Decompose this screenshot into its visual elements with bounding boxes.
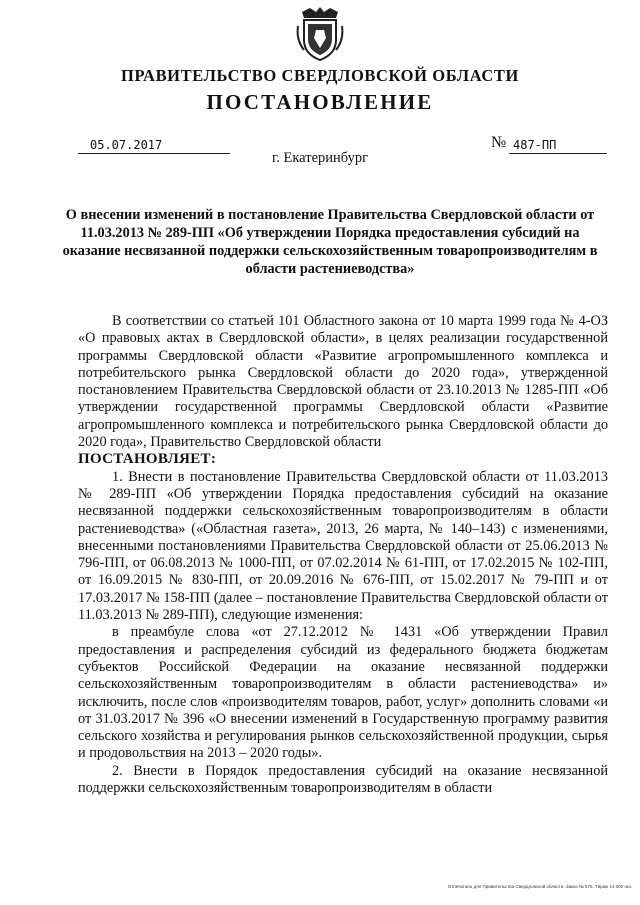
document-number: 487-ПП [509, 138, 607, 154]
intro-paragraph: В соответствии со статьей 101 Областного закона от 10 марта 1999 года № 4-ОЗ «О правовых актах в Свердловской области», в целях реализации государственной программы Свердловской области «Развитие агропромышленного комплекса и потребительского рынка Свердловской области до 2020 года», утвержденной постановлением Правительства Свердловской области от 23.10.2013 № 1285-ПП «Об утверждении государственной программы Свердловской области «Развитие агропромышленного комплекса и потребительского рынка Свердловской области до 2020 года», Правительство Свердловской области [78, 313, 608, 451]
print-note: Отпечатано для Правительства Свердловской области. Заказ № 575. Тираж 14 000 экз. [447, 884, 632, 889]
coat-of-arms-icon [296, 6, 344, 62]
resolves-heading: ПОСТАНОВЛЯЕТ: [78, 451, 217, 468]
paragraph-2: 2. Внести в Порядок предоставления субсидий на оказание несвязанной поддержки сельскохозяйственным товаропроизводителям в области [78, 762, 608, 797]
document-body [78, 313, 608, 797]
paragraph-1: 1. Внести в постановление Правительства Свердловской области от 11.03.2013 № 289-ПП «Об утверждении Порядка предоставления субсидий на оказание несвязанной поддержки сельскохозяйственным товаропроизводителям в области растениеводства» («Областная газета», 2013, 26 марта, № 140–143) с изменениями, внесенными постановлениями Правительства Свердловской области от 25.06.2013 № 796-ПП, от 06.08.2013 № 1000-ПП, от 07.02.2014 № 61-ПП, от 17.02.2015 № 102-ПП, от 16.09.2015 № 830-ПП, от 20.09.2016 № 676-ПП, от 15.02.2017 № 79-ПП и от 17.03.2017 № 158-ПП (далее – постановление Правительства Свердловской области от 11.03.2013 № 289-ПП), следующие изменения: [78, 468, 608, 624]
paragraph-1a: в преамбуле слова «от 27.12.2012 № 1431 «Об утверждении Правил предоставления и распределения субсидий из федерального бюджета бюджетам субъектов Российской Федерации на оказание несвязанной поддержки сельскохозяйственным товаропроизводителям в области растениеводства» и» исключить, после слов «производителям товаров, работ, услуг» дополнить словами «и от 31.03.2017 № 396 «О внесении изменений в Государственную программу развития сельского хозяйства и регулирования рынков сельскохозяйственной продукции, сырья и продовольствия на 2013 – 2020 годы». [78, 624, 608, 762]
number-label: № [491, 134, 507, 151]
government-name: ПРАВИТЕЛЬСТВО СВЕРДЛОВСКОЙ ОБЛАСТИ [121, 66, 519, 85]
document-subject: О внесении изменений в постановление Правительства Свердловской области от 11.03.2013 № 289-ПП «Об утверждении Порядка предоставления субсидий на оказание несвязанной поддержки сельскохозяйственным товаропроизводителям в области растениеводства» [62, 207, 598, 277]
document-date: 05.07.2017 [78, 138, 230, 154]
document-type: ПОСТАНОВЛЕНИЕ [206, 90, 434, 114]
city: г. Екатеринбург [271, 150, 369, 166]
